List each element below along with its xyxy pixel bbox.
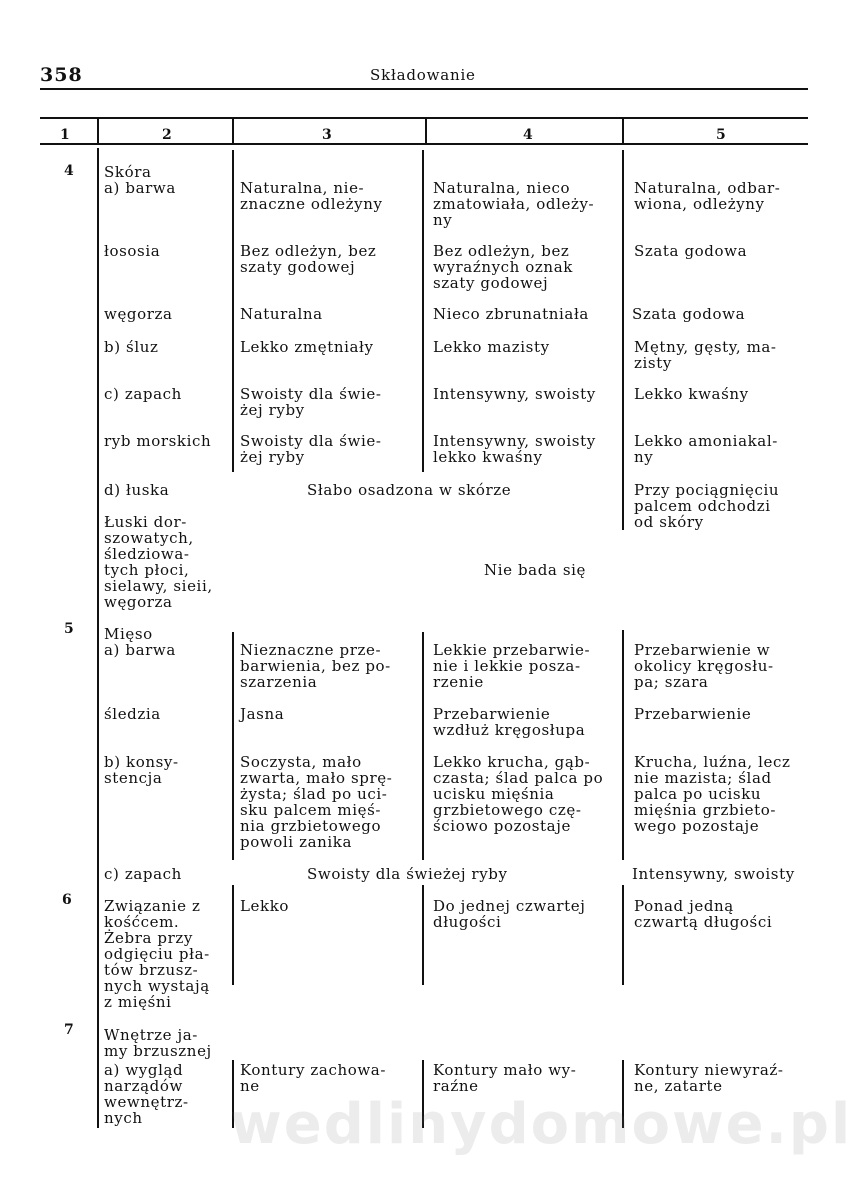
column-divider — [622, 117, 624, 144]
column-divider — [232, 632, 234, 860]
cell-col4: Lekko mazisty — [433, 338, 550, 356]
column-divider — [425, 117, 427, 144]
row-label: Wnętrze ja- my brzusznej — [104, 1026, 212, 1060]
cell-col5: Lekko amoniakal- ny — [634, 432, 778, 466]
cell-col3: Soczysta, mało zwarta, mało sprę- żysta; ślad po uci- sku palcem mięś- nia grzbietowego powoli zanika — [240, 753, 393, 851]
column-divider — [97, 117, 99, 144]
column-divider — [622, 885, 624, 985]
cell-col4: Nieco zbrunatniała — [433, 305, 589, 323]
row-label: a) barwa — [104, 179, 176, 197]
header-rule — [40, 88, 808, 90]
cell-col4: Lekko krucha, gąb- czasta; ślad palca po ucisku mięśnia grzbietowego czę- ściowo pozostaje — [433, 753, 604, 835]
row-number-5: 5 — [64, 621, 74, 637]
column-divider — [622, 150, 624, 530]
column-divider — [622, 630, 624, 860]
cell-col5: Intensywny, swoisty — [632, 865, 795, 883]
cell-col3: Nieznaczne prze- barwienia, bez po- szarzenia — [240, 641, 391, 691]
cell-col5: Krucha, luźna, lecz nie mazista; ślad palca po ucisku mięśnia grzbieto- wego pozostaje — [634, 753, 791, 835]
table-top-rule — [40, 117, 808, 119]
cell-col5: Lekko kwaśny — [634, 385, 749, 403]
cell-col3: Naturalna, nie- znaczne odleżyny — [240, 179, 383, 213]
column-header-3: 3 — [322, 127, 332, 143]
cell-col5: Mętny, gęsty, ma- zisty — [634, 338, 777, 372]
column-header-5: 5 — [716, 127, 726, 143]
cell-col3: Lekko — [240, 897, 290, 915]
watermark: wedlinydomowe.pl — [230, 1092, 853, 1157]
row-label: węgorza — [104, 305, 173, 323]
row-label: ryb morskich — [104, 432, 212, 450]
cell-col3: Kontury zachowa- ne — [240, 1061, 386, 1095]
cell-col34-merged: Swoisty dla świeżej ryby — [307, 865, 508, 883]
cell-col3: Swoisty dla świe- żej ryby — [240, 432, 382, 466]
cell-col5: Ponad jedną czwartą długości — [634, 897, 773, 931]
row-label: b) śluz — [104, 338, 159, 356]
row-number-7: 7 — [64, 1022, 74, 1038]
column-divider — [422, 150, 424, 472]
row-label: Skóra — [104, 163, 152, 181]
row-label: Związanie z kośćcem. Żebra przy odgięciu pła- tów brzusz- nych wystają z mięśni — [104, 897, 210, 1011]
cell-col5: Szata godowa — [632, 305, 746, 323]
column-divider — [232, 150, 234, 472]
cell-col5: Kontury niewyraź- ne, zatarte — [634, 1061, 784, 1095]
row-number-4: 4 — [64, 163, 74, 179]
row-label: c) zapach — [104, 385, 182, 403]
column-divider — [232, 885, 234, 985]
cell-col4: Do jednej czwartej długości — [433, 897, 586, 931]
cell-col3: Bez odleżyn, bez szaty godowej — [240, 242, 377, 276]
cell-col5: Przy pociągnięciu palcem odchodzi od skóry — [634, 481, 780, 531]
row-label: Mięso — [104, 625, 153, 643]
column-header-1: 1 — [60, 127, 70, 143]
column-divider — [232, 117, 234, 144]
row-label: b) konsy- stencja — [104, 753, 179, 787]
row-number-6: 6 — [62, 892, 72, 908]
row-label: śledzia — [104, 705, 161, 723]
column-header-4: 4 — [523, 127, 533, 143]
cell-col5: Szata godowa — [634, 242, 748, 260]
cell-col3: Naturalna — [240, 305, 323, 323]
cell-col3: Lekko zmętniały — [240, 338, 374, 356]
row-label: a) wygląd narządów wewnętrz- nych — [104, 1061, 189, 1127]
cell-col4: Naturalna, nieco zmatowiała, odleży- ny — [433, 179, 595, 229]
cell-col4: Intensywny, swoisty — [433, 385, 596, 403]
column-divider — [422, 885, 424, 985]
column-header-2: 2 — [162, 127, 172, 143]
cell-col5: Przebarwienie — [634, 705, 752, 723]
cell-col5: Przebarwienie w okolicy kręgosłu- pa; szara — [634, 641, 774, 691]
cell-col4: Lekkie przebarwie- nie i lekkie posza- rzenie — [433, 641, 591, 691]
cell-col4: Intensywny, swoisty lekko kwaśny — [433, 432, 596, 466]
cell-col3: Jasna — [240, 705, 285, 723]
column-divider — [97, 148, 99, 1128]
cell-col4: Przebarwienie wzdłuż kręgosłupa — [433, 705, 586, 739]
row-label: c) zapach — [104, 865, 182, 883]
row-label: d) łuska — [104, 481, 170, 499]
page-number: 358 — [40, 64, 83, 86]
column-divider — [422, 632, 424, 860]
cell-col34-merged: Słabo osadzona w skórze — [307, 481, 512, 499]
row-label: a) barwa — [104, 641, 176, 659]
row-label: łososia — [104, 242, 161, 260]
cell-col4: Bez odleżyn, bez wyraźnych oznak szaty godowej — [433, 242, 573, 292]
cell-col3: Swoisty dla świe- żej ryby — [240, 385, 382, 419]
cell-col5: Naturalna, odbar- wiona, odleżyny — [634, 179, 781, 213]
cell-merged-nie-bada: Nie bada się — [484, 561, 586, 579]
cell-col4: Kontury mało wy- raźne — [433, 1061, 577, 1095]
page-title: Składowanie — [370, 66, 476, 84]
table-header-rule — [40, 143, 808, 145]
row-label: Łuski dor- szowatych, śledziowa- tych płoci, sielawy, sieii, węgorza — [104, 513, 213, 611]
